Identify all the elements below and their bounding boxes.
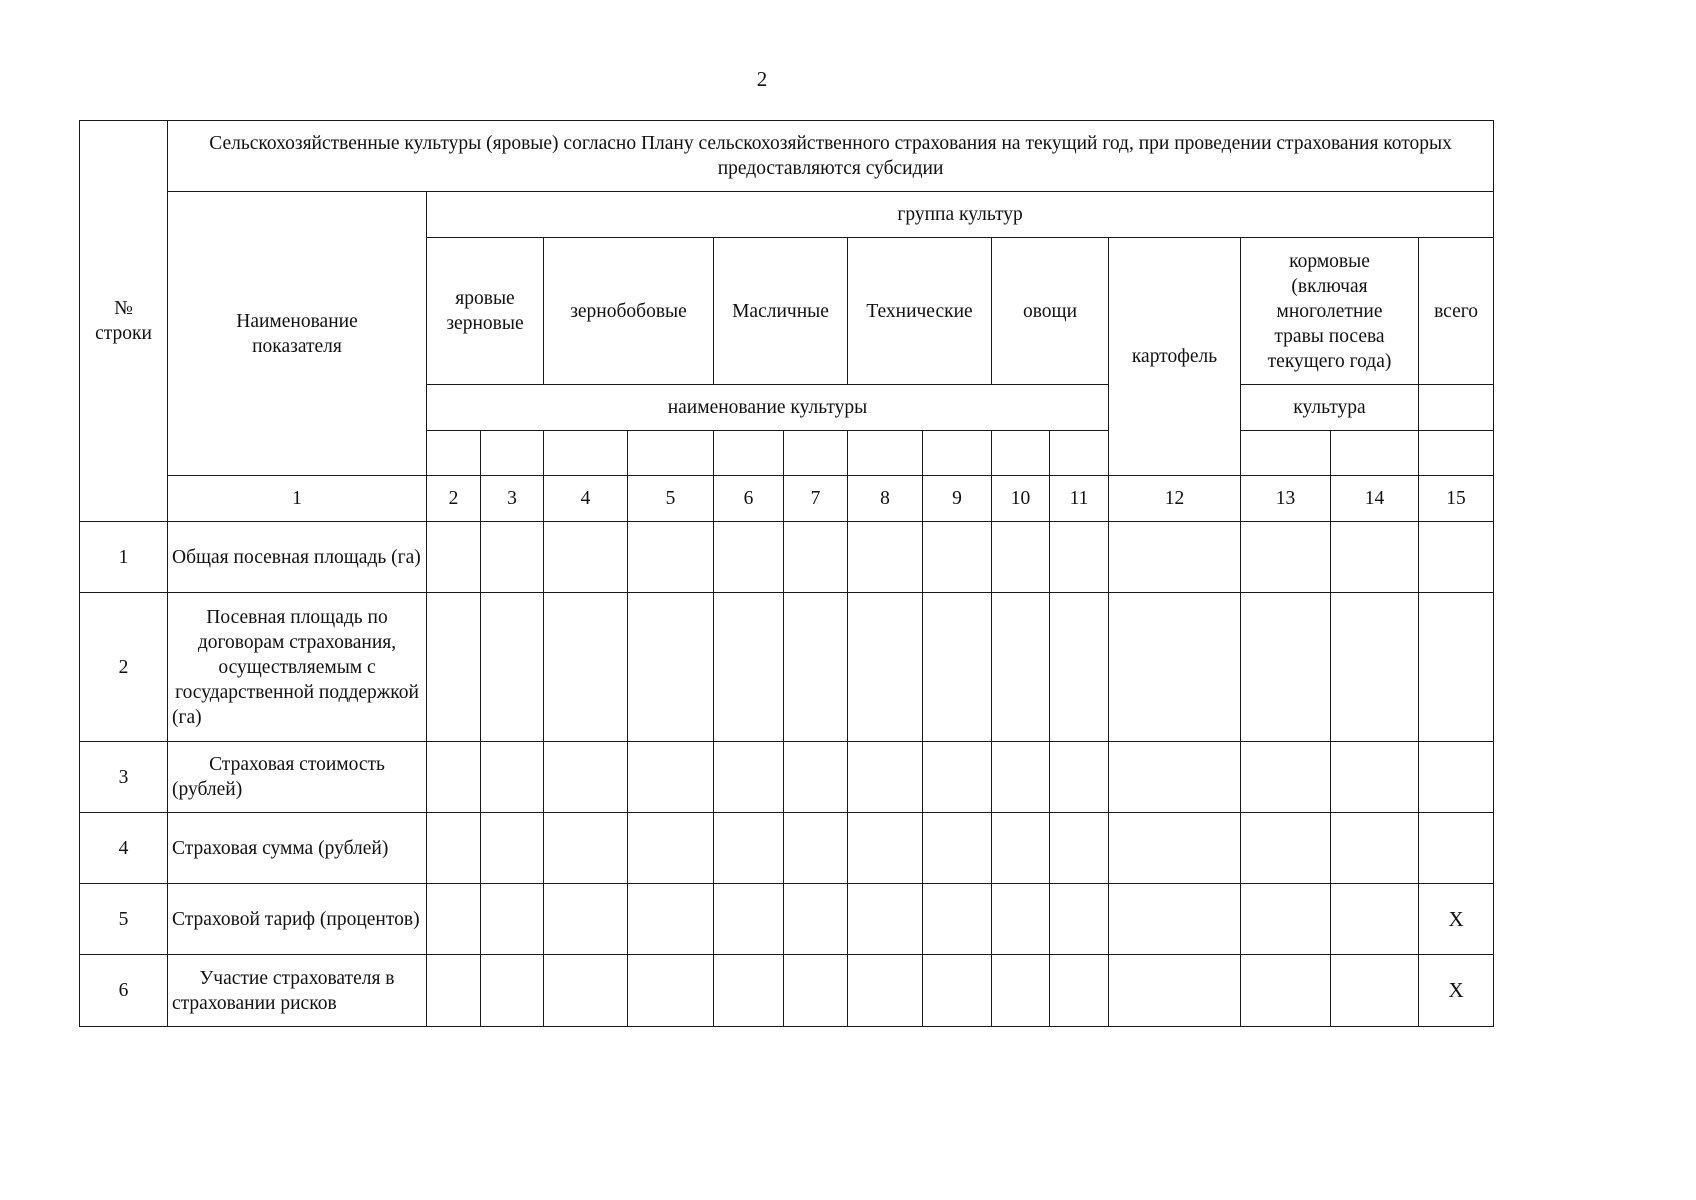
data-cell <box>848 884 923 955</box>
data-cell <box>992 522 1050 593</box>
data-cell <box>714 884 784 955</box>
column-number: 7 <box>784 476 848 522</box>
data-cell <box>427 593 481 742</box>
crop-cell <box>1331 431 1419 476</box>
data-cell <box>481 813 544 884</box>
header-total: всего <box>1419 238 1494 385</box>
row-label: Общая посевная площадь (га) <box>168 522 427 593</box>
data-cell <box>714 813 784 884</box>
data-cell <box>784 593 848 742</box>
data-cell <box>992 884 1050 955</box>
header-crop-group: группа культур <box>427 192 1494 238</box>
crop-cell <box>1241 431 1331 476</box>
column-number: 9 <box>923 476 992 522</box>
total-cell: X <box>1419 884 1494 955</box>
column-number: 12 <box>1109 476 1241 522</box>
data-cell <box>784 884 848 955</box>
column-number: 1 <box>168 476 427 522</box>
data-cell <box>1241 884 1331 955</box>
data-cell <box>1050 522 1109 593</box>
data-cell <box>1109 593 1241 742</box>
data-cell <box>1109 955 1241 1027</box>
header-crop: культура <box>1241 385 1419 431</box>
data-cell <box>427 884 481 955</box>
data-cell <box>544 522 628 593</box>
subsidy-table <box>79 120 1494 1027</box>
crop-cell <box>1419 431 1494 476</box>
data-cell <box>992 813 1050 884</box>
total-cell <box>1419 742 1494 813</box>
row-label: Страховой тариф (процентов) <box>168 884 427 955</box>
column-numbers-row <box>80 476 1494 522</box>
data-cell <box>992 955 1050 1027</box>
row-number: 4 <box>80 813 168 884</box>
column-number: 8 <box>848 476 923 522</box>
total-cell <box>1419 522 1494 593</box>
data-cell <box>992 742 1050 813</box>
column-number: 11 <box>1050 476 1109 522</box>
data-cell <box>923 813 992 884</box>
header-group-oilseed: Масличные <box>714 238 848 385</box>
header-indicator: Наименование показателя <box>168 192 427 476</box>
data-cell <box>481 955 544 1027</box>
data-cell <box>481 593 544 742</box>
data-cell <box>848 522 923 593</box>
data-cell <box>1331 884 1419 955</box>
data-cell <box>714 742 784 813</box>
column-number: 4 <box>544 476 628 522</box>
header-group-technical: Технические <box>848 238 992 385</box>
data-cell <box>1109 884 1241 955</box>
data-cell <box>1241 955 1331 1027</box>
data-cell <box>784 522 848 593</box>
table-body <box>80 522 1494 1027</box>
row-label: Участие страхователя в страховании рисков <box>168 955 427 1027</box>
data-cell <box>1050 955 1109 1027</box>
data-cell <box>1331 742 1419 813</box>
data-cell <box>784 955 848 1027</box>
header-group-vegetables: овощи <box>992 238 1109 385</box>
data-cell <box>1241 593 1331 742</box>
crop-cell <box>923 431 992 476</box>
data-cell <box>1050 742 1109 813</box>
column-number: 6 <box>714 476 784 522</box>
header-row-number: № строки <box>80 121 168 522</box>
data-cell <box>923 522 992 593</box>
header-crop-name: наименование культуры <box>427 385 1109 431</box>
data-cell <box>1241 742 1331 813</box>
data-cell <box>544 813 628 884</box>
crop-cell <box>628 431 714 476</box>
column-number: 5 <box>628 476 714 522</box>
data-cell <box>923 884 992 955</box>
table-row <box>80 884 1494 955</box>
data-cell <box>1050 884 1109 955</box>
data-cell <box>714 522 784 593</box>
data-cell <box>628 593 714 742</box>
data-cell <box>628 813 714 884</box>
data-cell <box>923 593 992 742</box>
data-cell <box>628 742 714 813</box>
data-cell <box>1241 522 1331 593</box>
data-cell <box>427 522 481 593</box>
data-cell <box>1241 813 1331 884</box>
data-cell <box>1331 522 1419 593</box>
data-cell <box>481 884 544 955</box>
crop-cell <box>992 431 1050 476</box>
data-cell <box>544 742 628 813</box>
data-cell <box>481 522 544 593</box>
data-cell <box>427 742 481 813</box>
row-number: 3 <box>80 742 168 813</box>
column-number: 13 <box>1241 476 1331 522</box>
data-cell <box>1109 522 1241 593</box>
column-number: 14 <box>1331 476 1419 522</box>
row-label: Страховая сумма (рублей) <box>168 813 427 884</box>
header-potato: картофель <box>1109 238 1241 476</box>
table-row <box>80 955 1494 1027</box>
row-number: 2 <box>80 593 168 742</box>
data-cell <box>848 593 923 742</box>
data-cell <box>1331 593 1419 742</box>
total-cell: X <box>1419 955 1494 1027</box>
total-cell <box>1419 813 1494 884</box>
data-cell <box>992 593 1050 742</box>
total-cell <box>1419 593 1494 742</box>
data-cell <box>628 884 714 955</box>
column-number: 2 <box>427 476 481 522</box>
data-cell <box>628 955 714 1027</box>
crop-cell <box>848 431 923 476</box>
row-label: Посевная площадь по договорам страхования, осуществляемым с государственной поддержкой (га) <box>168 593 427 742</box>
crop-cell <box>427 431 481 476</box>
crop-cell <box>784 431 848 476</box>
header-total-blank <box>1419 385 1494 431</box>
data-cell <box>427 955 481 1027</box>
header-forage: кормовые (включая многолетние травы посева текущего года) <box>1241 238 1419 385</box>
header-group-legumes: зернобобовые <box>544 238 714 385</box>
data-cell <box>714 955 784 1027</box>
data-cell <box>1331 813 1419 884</box>
data-cell <box>923 955 992 1027</box>
column-number: 3 <box>481 476 544 522</box>
data-cell <box>1109 742 1241 813</box>
crop-cell <box>1050 431 1109 476</box>
page-number: 2 <box>756 67 768 91</box>
row-label: Страховая стоимость (рублей) <box>168 742 427 813</box>
data-cell <box>848 955 923 1027</box>
table-row <box>80 522 1494 593</box>
crop-cell <box>714 431 784 476</box>
data-cell <box>848 813 923 884</box>
data-cell <box>784 813 848 884</box>
table-row <box>80 593 1494 742</box>
data-cell <box>427 813 481 884</box>
crop-cell <box>544 431 628 476</box>
data-cell <box>923 742 992 813</box>
data-cell <box>848 742 923 813</box>
data-cell <box>544 955 628 1027</box>
row-number: 1 <box>80 522 168 593</box>
data-cell <box>628 522 714 593</box>
table-row <box>80 813 1494 884</box>
crop-cell <box>481 431 544 476</box>
column-number: 15 <box>1419 476 1494 522</box>
data-cell <box>544 884 628 955</box>
row-number: 6 <box>80 955 168 1027</box>
data-cell <box>1050 593 1109 742</box>
row-number: 5 <box>80 884 168 955</box>
data-cell <box>544 593 628 742</box>
data-cell <box>481 742 544 813</box>
table-title: Сельскохозяйственные культуры (яровые) согласно Плану сельскохозяйственного страхования на текущий год, при проведении страхования которых предоставляются субсидии <box>168 121 1494 192</box>
table-row <box>80 742 1494 813</box>
data-cell <box>1331 955 1419 1027</box>
data-cell <box>784 742 848 813</box>
header-group-spring-grain: яровые зерновые <box>427 238 544 385</box>
data-cell <box>1109 813 1241 884</box>
column-number: 10 <box>992 476 1050 522</box>
data-cell <box>714 593 784 742</box>
data-cell <box>1050 813 1109 884</box>
